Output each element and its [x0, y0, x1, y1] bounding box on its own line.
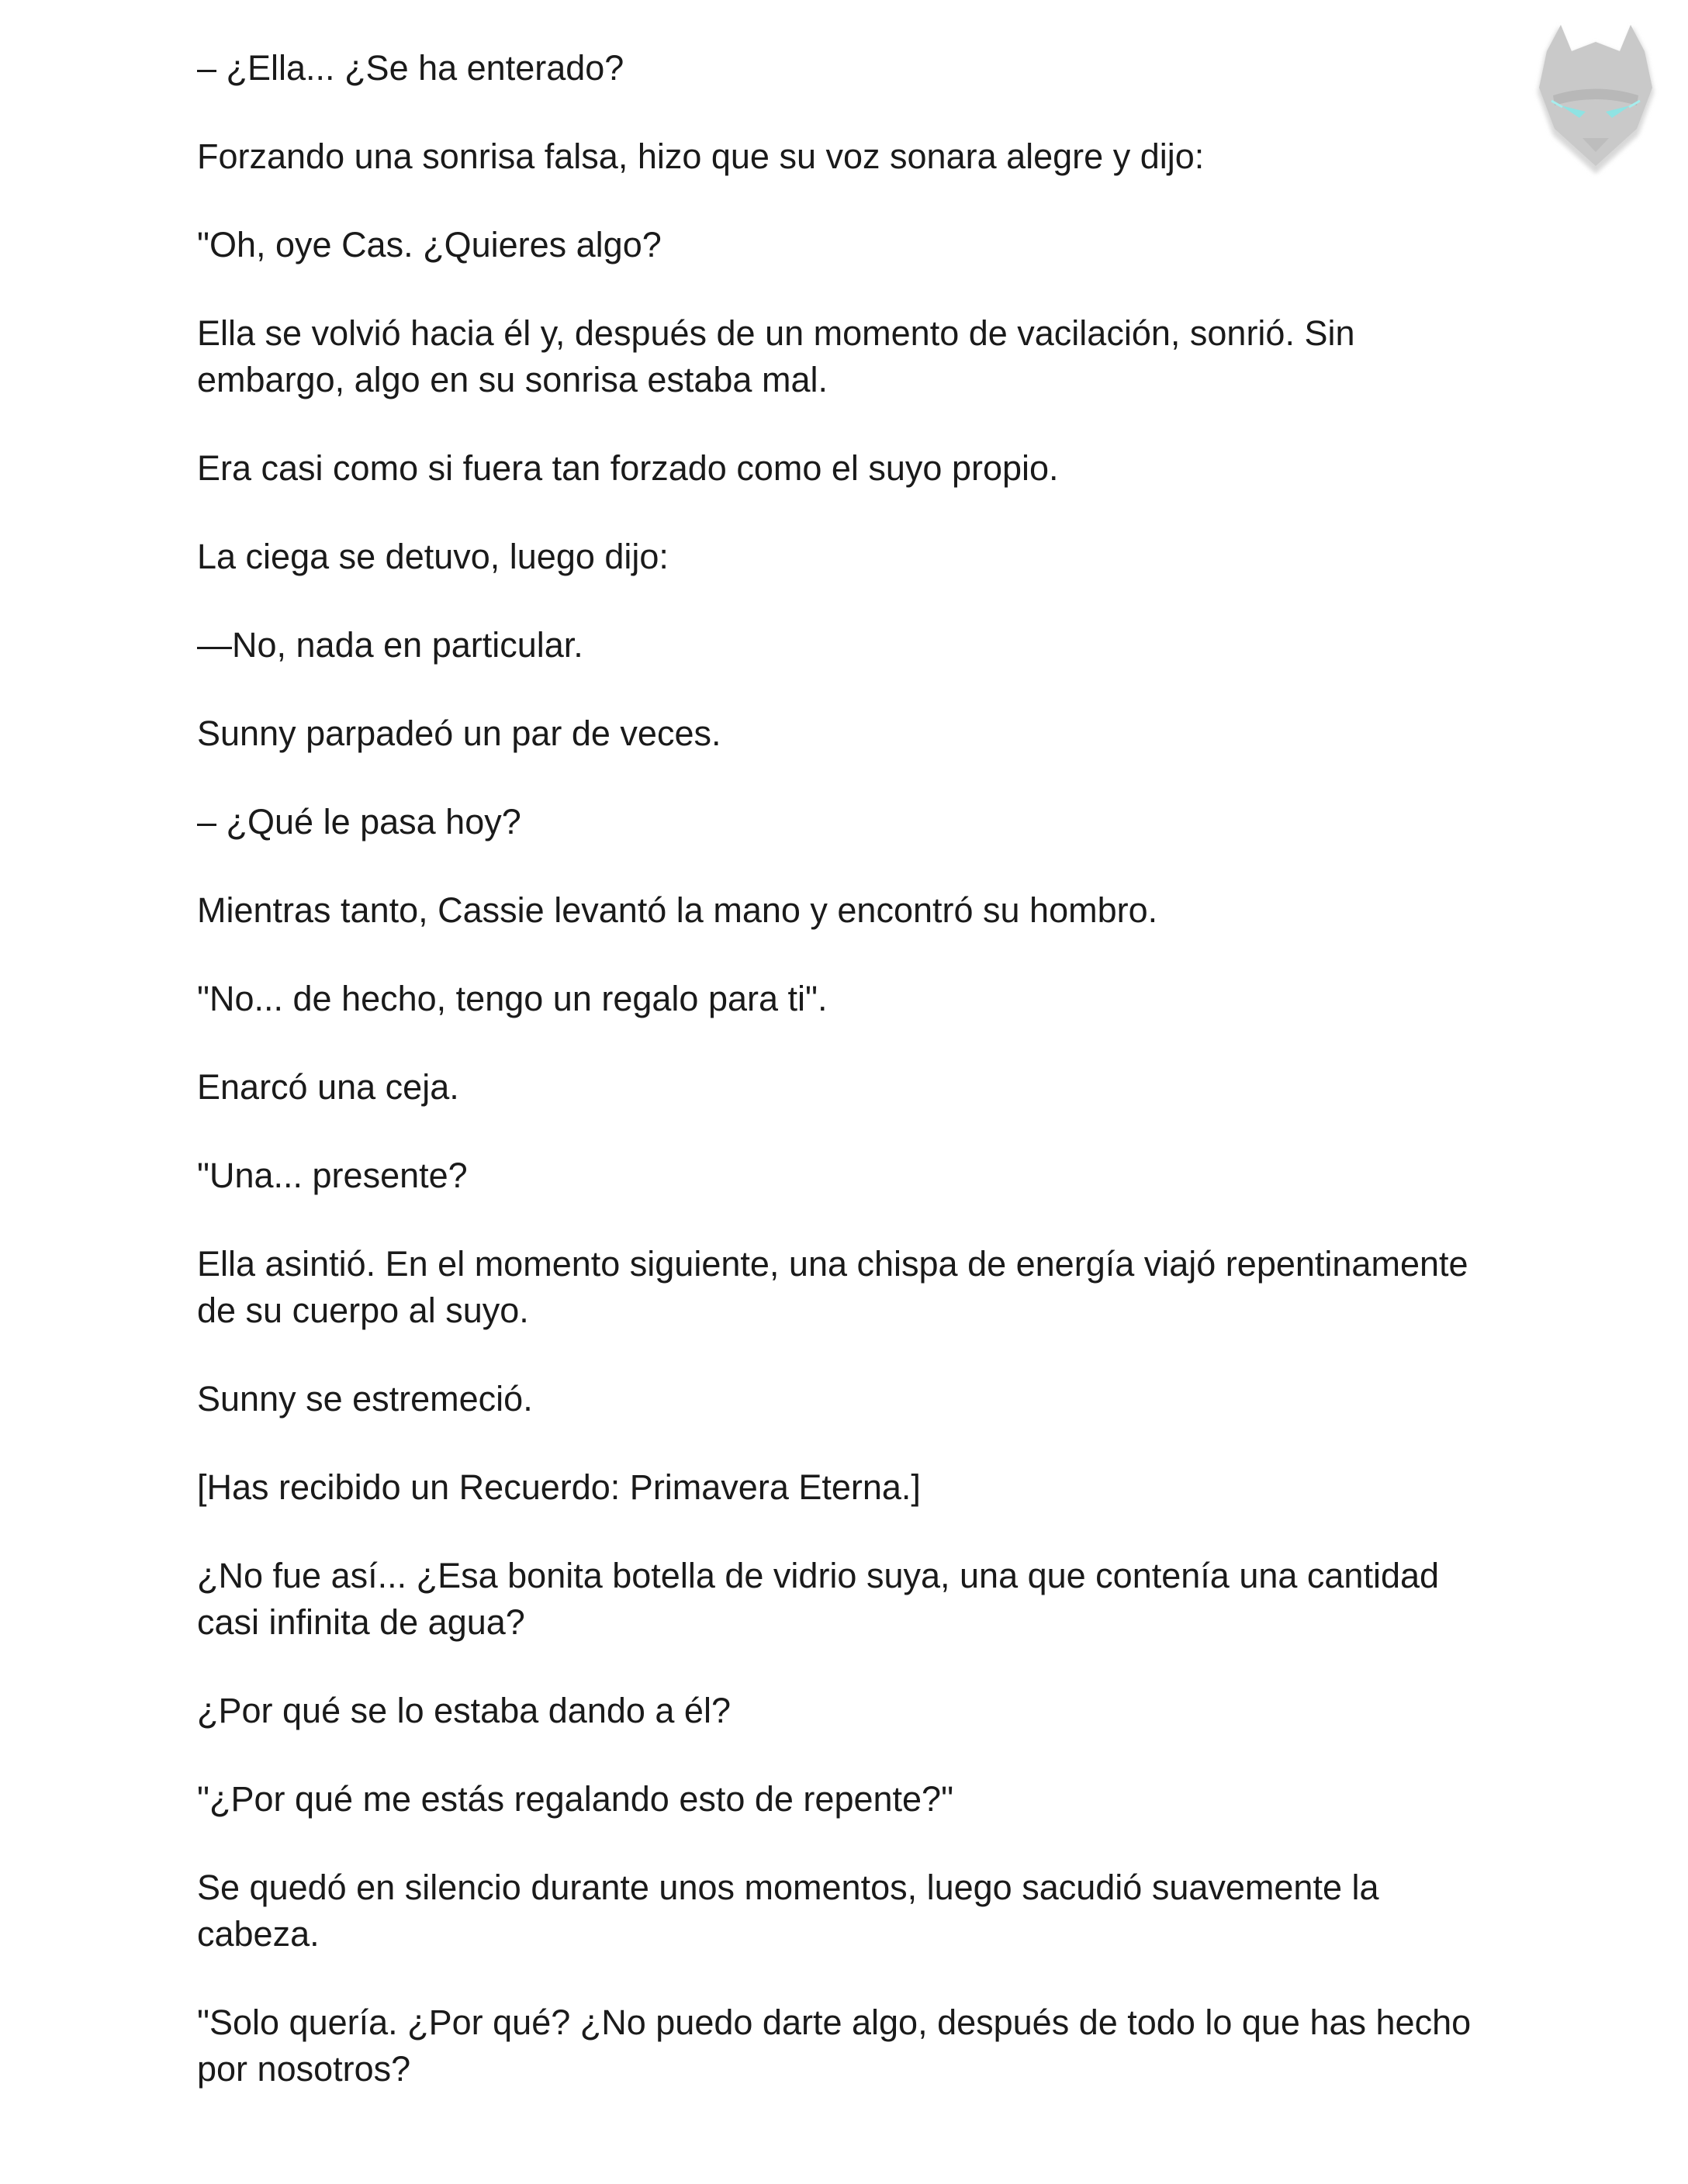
paragraph: – ¿Ella... ¿Se ha enterado?: [197, 48, 624, 88]
paragraph: Era casi como si fuera tan forzado como el suyo propio.: [197, 448, 1059, 488]
paragraph: [Has recibido un Recuerdo: Primavera Eterna.]: [197, 1467, 921, 1507]
paragraph: Se quedó en silencio durante unos momentos, luego sacudió suavemente la cabeza.: [197, 1868, 1379, 1954]
paragraph: "Una... presente?: [197, 1156, 468, 1195]
paragraph: Mientras tanto, Cassie levantó la mano y encontró su hombro.: [197, 890, 1158, 930]
paragraph: "Solo quería. ¿Por qué? ¿No puedo darte algo, después de todo lo que has hecho por nosotros?: [197, 2003, 1472, 2089]
paragraph: —No, nada en particular.: [197, 625, 583, 665]
paragraph: ¿Por qué se lo estaba dando a él?: [197, 1691, 731, 1730]
paragraph: Ella se volvió hacia él y, después de un momento de vacilación, sonrió. Sin embargo, algo en su sonrisa estaba mal.: [197, 313, 1355, 399]
paragraph: "No... de hecho, tengo un regalo para ti".: [197, 979, 828, 1018]
paragraph: Enarcó una ceja.: [197, 1067, 459, 1107]
paragraph: ¿No fue así... ¿Esa bonita botella de vidrio suya, una que contenía una cantidad casi infinita de agua?: [197, 1556, 1440, 1642]
paragraph: "Oh, oye Cas. ¿Quieres algo?: [197, 225, 662, 264]
paragraph: Forzando una sonrisa falsa, hizo que su voz sonara alegre y dijo:: [197, 136, 1205, 176]
paragraph: Sunny parpadeó un par de veces.: [197, 714, 721, 753]
paragraph: Sunny se estremeció.: [197, 1379, 533, 1419]
demon-head-logo-icon: [1522, 14, 1669, 185]
paragraph: "¿Por qué me estás regalando esto de repente?": [197, 1779, 954, 1819]
paragraph: Ella asintió. En el momento siguiente, una chispa de energía viajó repentinamente de su cuerpo al suyo.: [197, 1244, 1468, 1330]
paragraph: La ciega se detuvo, luego dijo:: [197, 537, 669, 576]
paragraph: – ¿Qué le pasa hoy?: [197, 802, 521, 841]
document-body: [197, 45, 1500, 2134]
